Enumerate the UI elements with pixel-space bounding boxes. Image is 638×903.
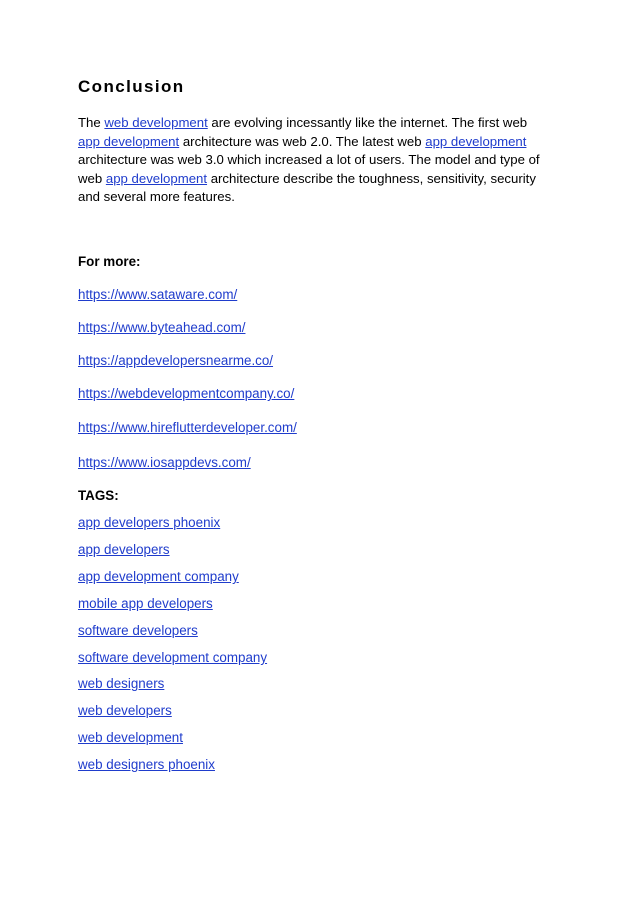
list-item xyxy=(78,757,215,772)
list-item xyxy=(78,623,198,638)
conclusion-paragraph xyxy=(78,114,548,207)
app-development-link[interactable]: app development xyxy=(425,133,527,149)
website-link[interactable]: https://www.hireflutterdeveloper.com/ xyxy=(78,420,297,435)
web-development-link[interactable]: web development xyxy=(104,115,208,130)
tag-link[interactable]: web development xyxy=(78,730,183,745)
list-item xyxy=(78,650,267,665)
paragraph-text: The xyxy=(78,115,105,130)
list-item xyxy=(78,353,273,368)
list-item xyxy=(78,320,245,335)
list-item xyxy=(78,542,170,557)
website-link[interactable]: https://www.iosappdevs.com/ xyxy=(78,455,251,470)
website-link[interactable]: https://www.byteahead.com/ xyxy=(78,320,246,335)
tags-label: TAGS: xyxy=(78,488,119,503)
list-item xyxy=(78,420,297,435)
website-link[interactable]: https://webdevelopmentcompany.co/ xyxy=(78,386,295,401)
list-item xyxy=(78,703,172,718)
tag-link[interactable]: app developers xyxy=(78,542,170,557)
tag-link[interactable]: web designers xyxy=(78,676,165,691)
conclusion-heading: Conclusion xyxy=(78,77,185,96)
tag-link[interactable]: software development company xyxy=(78,650,268,665)
list-item xyxy=(78,676,164,691)
list-item xyxy=(78,287,237,302)
tag-link[interactable]: web designers phoenix xyxy=(78,757,215,772)
website-link[interactable]: https://appdevelopersnearme.co/ xyxy=(78,353,274,368)
list-item xyxy=(78,386,294,401)
paragraph-text: architecture was web 3.0 which increased a lot of users. The model and type of web xyxy=(78,152,540,186)
paragraph-text: are evolving incessantly like the internet. The first web xyxy=(207,115,528,130)
list-item xyxy=(78,515,220,530)
tag-link[interactable]: mobile app developers xyxy=(78,596,213,611)
list-item xyxy=(78,455,251,470)
for-more-label: For more: xyxy=(78,254,141,269)
website-link[interactable]: https://www.sataware.com/ xyxy=(78,287,238,302)
tag-link[interactable]: app developers phoenix xyxy=(78,515,221,530)
tag-link[interactable]: software developers xyxy=(78,623,198,638)
tag-link[interactable]: app development company xyxy=(78,569,239,584)
app-development-link[interactable]: app development xyxy=(78,133,180,149)
app-development-link[interactable]: app development xyxy=(105,170,208,186)
list-item xyxy=(78,596,213,611)
tag-link[interactable]: web developers xyxy=(78,703,172,718)
paragraph-text: architecture was web 2.0. The latest web xyxy=(179,133,426,149)
list-item xyxy=(78,730,183,745)
paragraph-text: architecture describe the toughness, sensitivity, security and several more features. xyxy=(78,170,536,204)
list-item xyxy=(78,569,239,584)
